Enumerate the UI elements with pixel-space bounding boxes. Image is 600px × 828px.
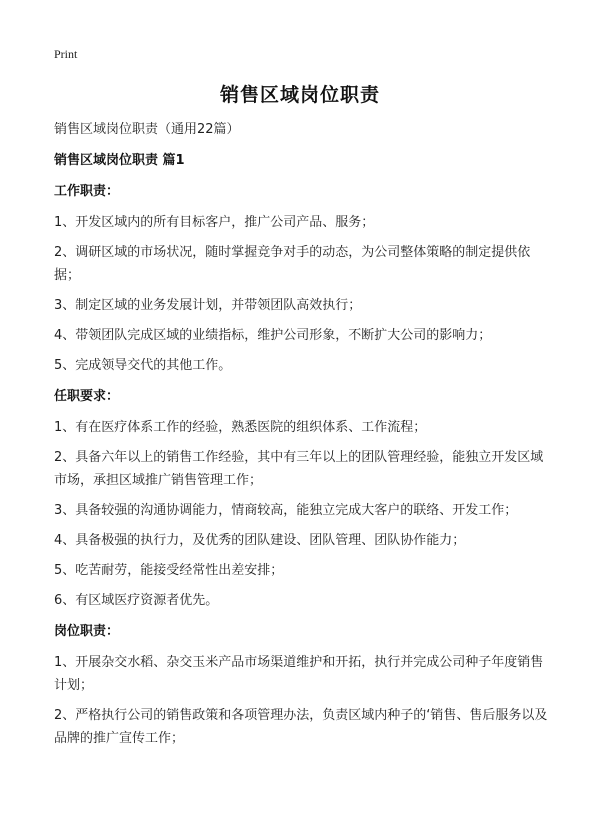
duties-heading: 工作职责：	[54, 184, 120, 199]
duty-item: 5、完成领导交代的其他工作。	[54, 358, 232, 373]
post-duty-item: 2、严格执行公司的销售政策和各项管理办法，负责区域内种子的‘销售、售后服务以及品牌的推广宣传工作；	[54, 708, 548, 746]
requirement-item: 1、有在医疗体系工作的经验，熟悉医院的组织体系、工作流程；	[54, 420, 427, 435]
post-duty-item: 1、开展杂交水稻、杂交玉米产品市场渠道维护和开拓，执行并完成公司种子年度销售计划；	[54, 655, 544, 693]
requirement-item: 3、具备较强的沟通协调能力，情商较高，能独立完成大客户的联络、开发工作；	[54, 503, 518, 518]
duty-item: 3、制定区域的业务发展计划，并带领团队高效执行；	[54, 298, 362, 313]
requirement-item: 4、具备极强的执行力，及优秀的团队建设、团队管理、团队协作能力；	[54, 533, 466, 548]
print-label: Print	[54, 47, 78, 61]
document-subtitle: 销售区域岗位职责（通用22篇）	[54, 122, 240, 137]
requirement-item: 2、具备六年以上的销售工作经验，其中有三年以上的团队管理经验，能独立开发区域市场，承担区域推广销售管理工作；	[54, 450, 544, 488]
duty-item: 4、带领团队完成区域的业绩指标，维护公司形象，不断扩大公司的影响力；	[54, 328, 492, 343]
section-heading: 销售区域岗位职责 篇1	[54, 153, 185, 168]
document-title: 销售区域岗位职责	[219, 84, 380, 106]
requirement-item: 5、吃苦耐劳，能接受经常性出差安排；	[54, 563, 284, 578]
duty-item: 2、调研区域的市场状况，随时掌握竞争对手的动态，为公司整体策略的制定提供依据；	[54, 245, 531, 283]
requirements-heading: 任职要求：	[54, 389, 120, 404]
duty-item: 1、开发区域内的所有目标客户，推广公司产品、服务；	[54, 215, 375, 230]
document-body	[54, 118, 554, 750]
requirement-item: 6、有区域医疗资源者优先。	[54, 593, 219, 608]
post-duties-heading: 岗位职责：	[54, 624, 120, 639]
